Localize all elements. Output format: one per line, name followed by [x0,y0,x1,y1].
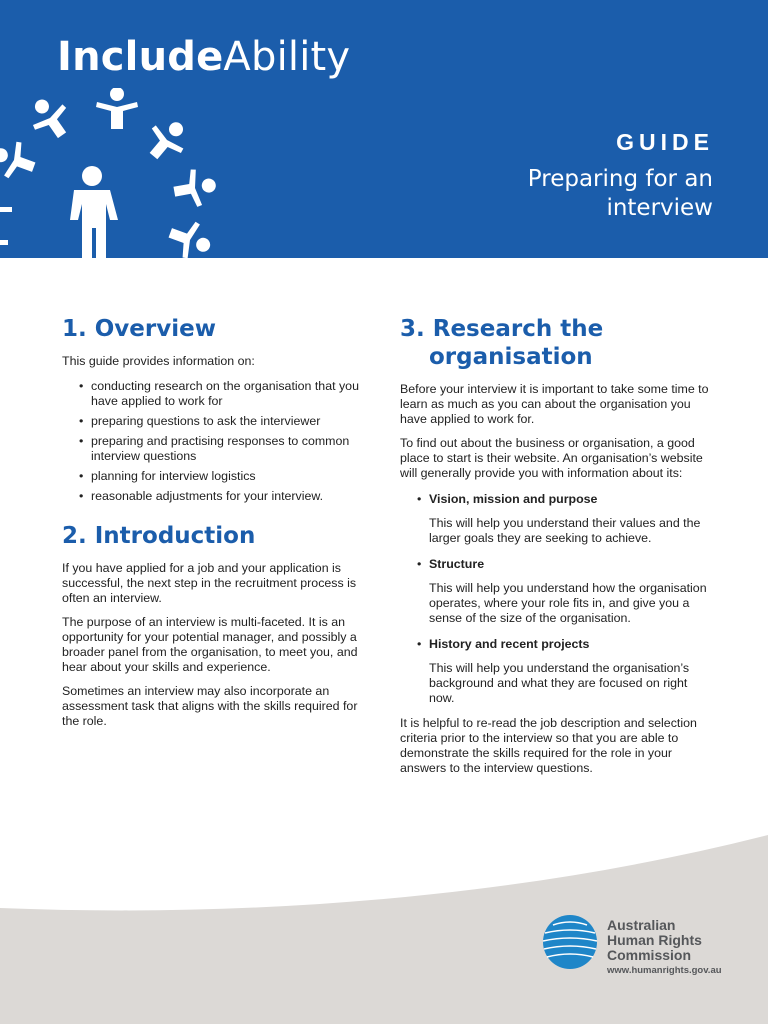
list-item: • conducting research on the organisation that you have applied to work for [79,379,359,408]
research-paragraph: To find out about the business or organisation, a good place to start is their website. An organisation’s website will generally provide you with information about its: [400,436,703,480]
research-item-desc: This will help you understand their values and the larger goals they are seeking to achieve. [429,516,701,545]
left-column [62,315,374,738]
header-banner [0,0,768,258]
research-item-title: • History and recent projects [417,637,590,651]
ahrc-logo [541,913,731,983]
includeability-logo [57,34,350,80]
research-item-title: • Structure [417,557,485,571]
globe-icon [541,913,599,971]
overview-intro: This guide provides information on: [62,354,255,368]
research-item-title: • Vision, mission and purpose [417,492,598,506]
overview-list [62,379,374,504]
research-paragraph: Before your interview it is important to take some time to learn as much as you can about the organisation you have applied to work for. [400,382,709,426]
brand-bold: Include [57,34,224,80]
overview-heading: 1. Overview [62,316,216,342]
list-item: • preparing and practising responses to common interview questions [79,434,350,463]
page-title: Preparing for an interview [527,166,713,221]
research-heading: 3. Research the organisation [400,316,604,370]
right-column [400,315,712,785]
ahrc-name: Australian Human Rights Commission [607,917,702,963]
list-item: • planning for interview logistics [79,469,256,483]
research-item-desc: This will help you understand how the organisation operates, where your role fits in, and give you a sense of the size of the organisation. [429,581,707,625]
overview-section [62,315,374,504]
brand-light: Ability [223,34,351,80]
introduction-section [62,522,374,729]
research-closing: It is helpful to re-read the job description and selection criteria prior to the interview so that you are able to demonstrate the skills required for the role in your answers to the interview questions. [400,716,697,775]
intro-paragraph: The purpose of an interview is multi-faceted. It is an opportunity for your potential manager, and possibly a broader panel from the organisation, to meet you, and hear about your skills and experience. [62,615,358,674]
guide-label: GUIDE [616,129,714,155]
list-item: • reasonable adjustments for your interview. [79,489,324,503]
footer-wave [0,800,768,1024]
ahrc-url: www.humanrights.gov.au [607,965,722,976]
intro-paragraph: Sometimes an interview may also incorporate an assessment task that aligns with the skills required for the role. [62,684,358,728]
intro-paragraph: If you have applied for a job and your application is successful, the next step in the recruitment process is often an interview. [62,561,357,605]
research-item-desc: This will help you understand the organisation’s background and what they are focused on right now. [429,661,690,705]
introduction-heading: 2. Introduction [62,523,256,549]
research-section [400,315,712,776]
people-circle-icon [0,88,240,258]
list-item: • preparing questions to ask the interviewer [79,414,321,428]
